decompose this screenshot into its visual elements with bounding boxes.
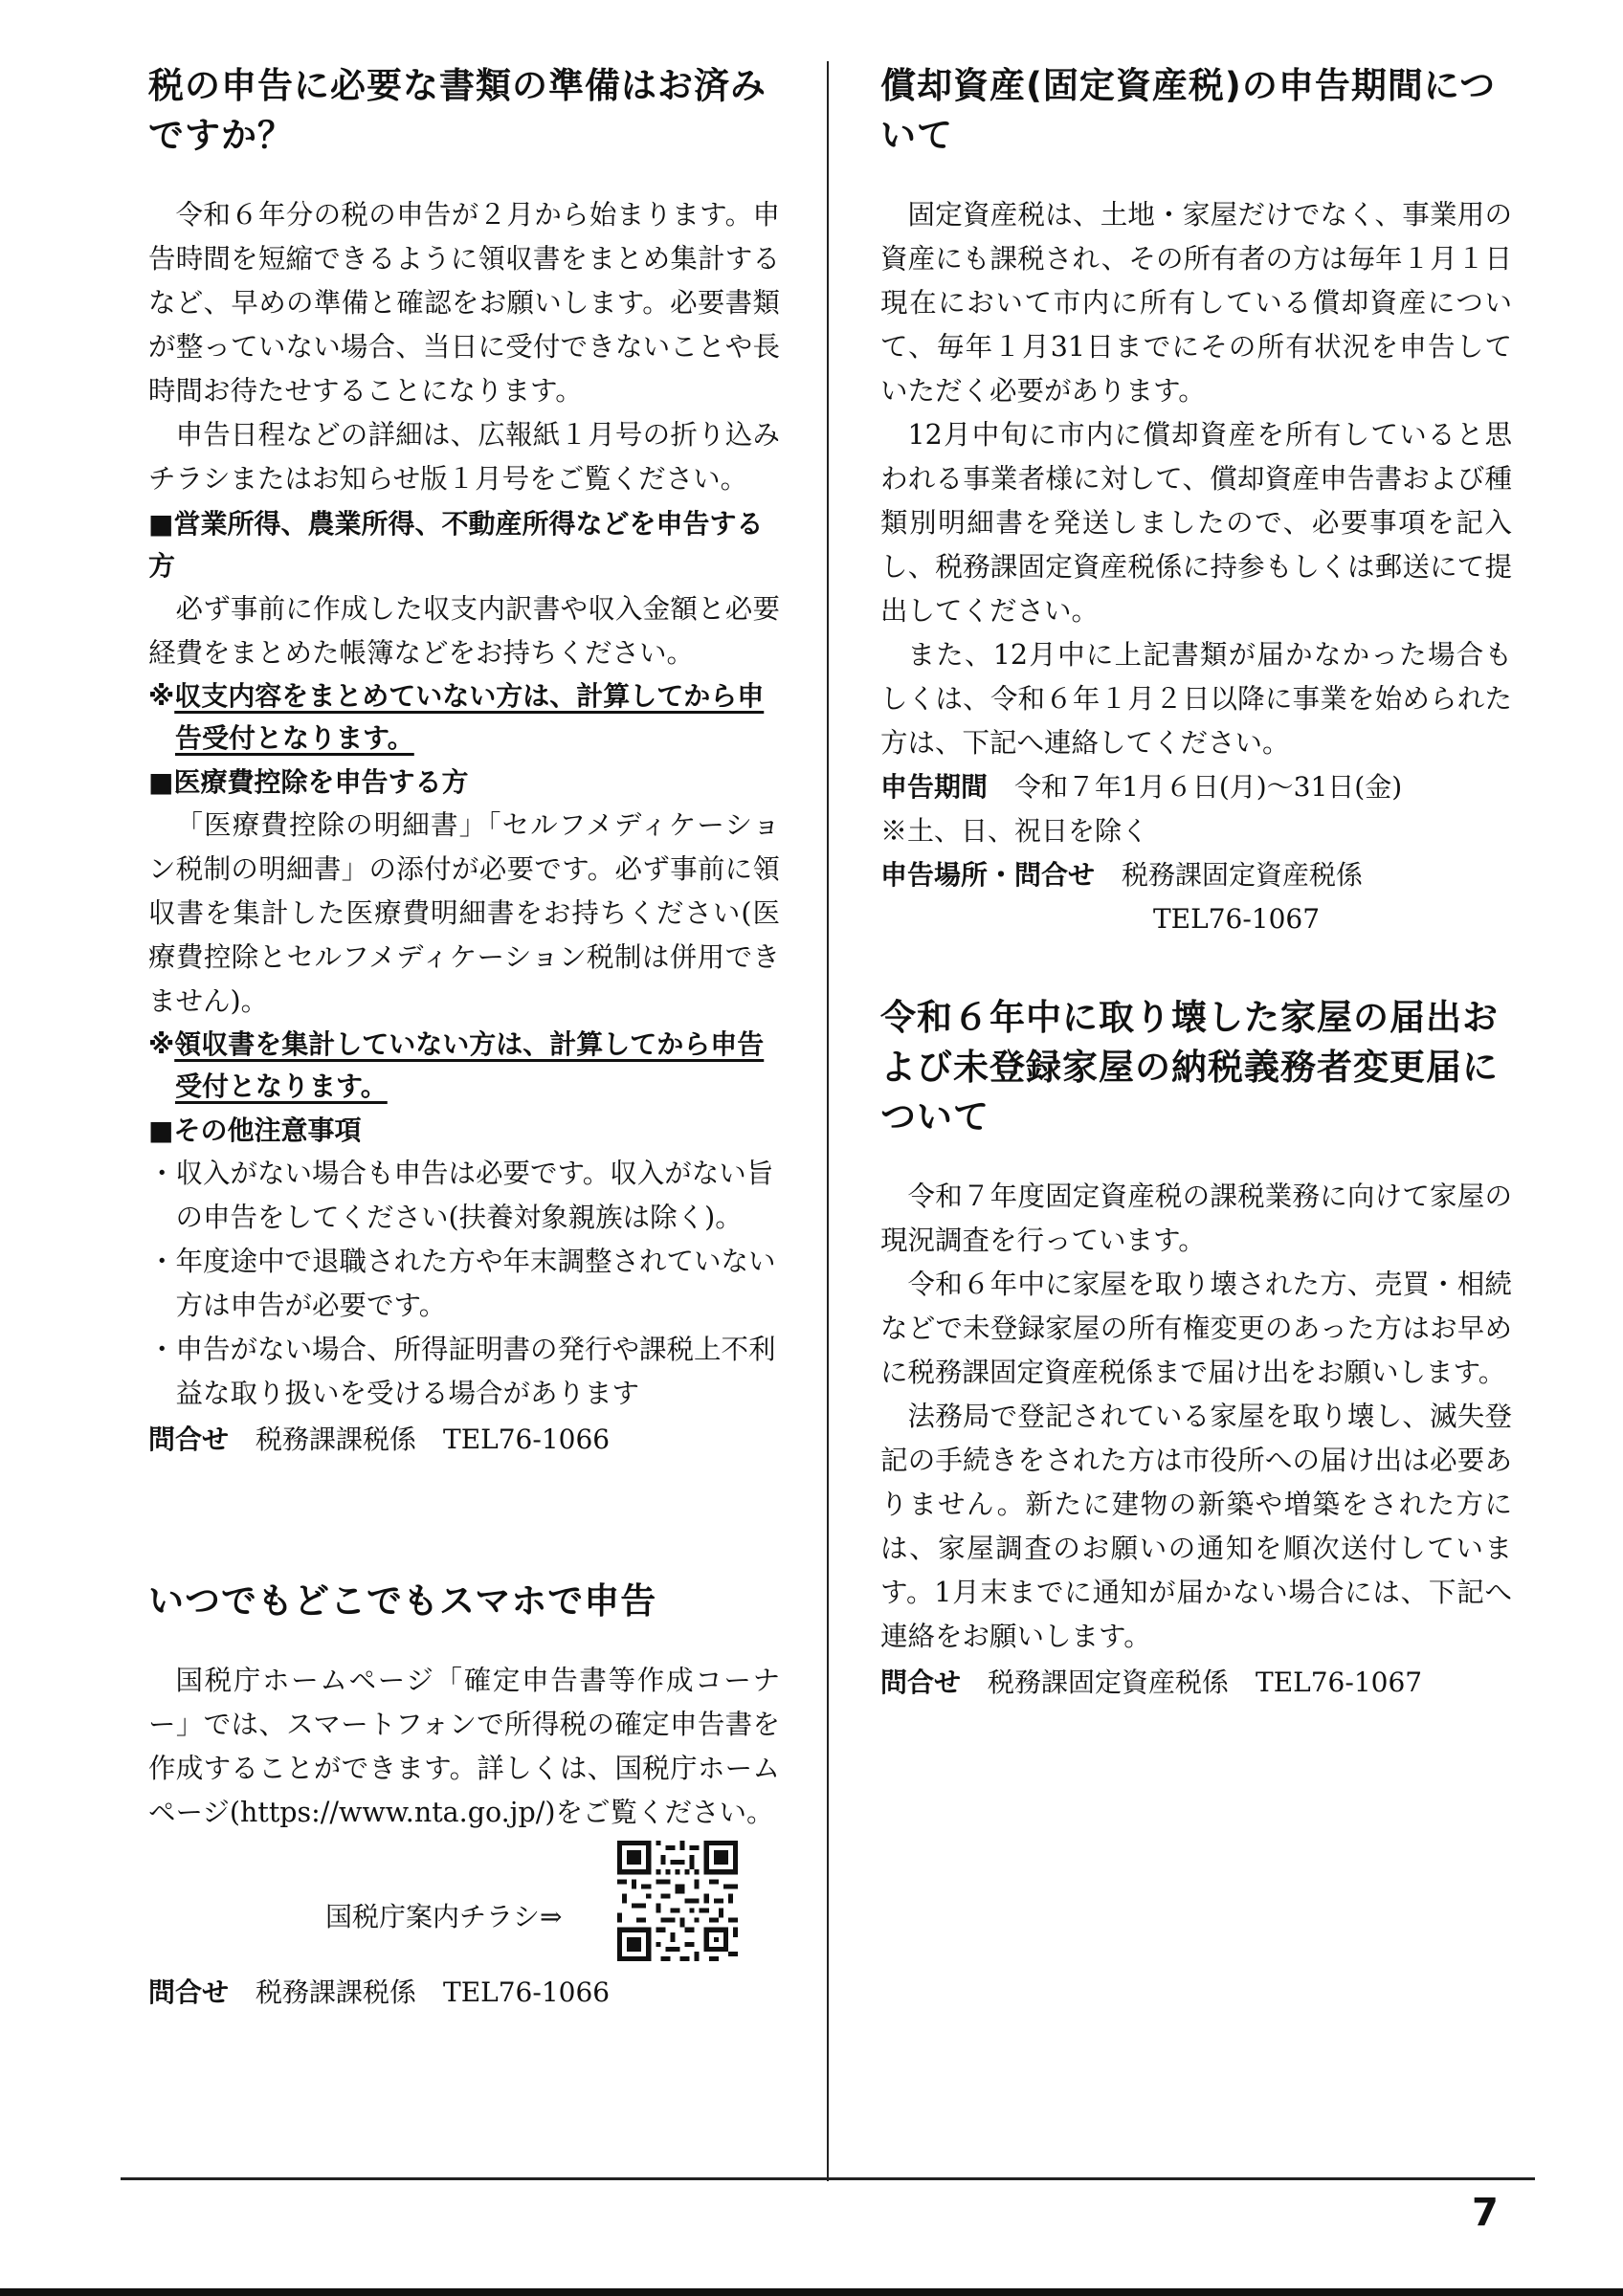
left-column bbox=[148, 61, 780, 2015]
list-item: ・収入がない場合も申告は必要です。収入がない旨の申告をしてください(扶養対象親族は除く)。 bbox=[148, 1158, 774, 1233]
paragraph: 令和６年分の税の申告が２月から始まります。申告時間を短縮できるように領収書をまとめ集計するなど、早めの準備と確認をお願いします。必要書類が整っていない場合、当日に受付できないことや長時間お待たせすることになります。 bbox=[148, 199, 780, 407]
subheading-business-income: ■営業所得、農業所得、不動産所得などを申告する方 bbox=[148, 508, 764, 582]
contact-value: 税務課課税係 TEL76-1066 bbox=[256, 1976, 611, 2008]
paragraph: 12月中旬に市内に償却資産を所有していると思われる事業者様に対して、償却資産申告書および種類別明細書を発送しましたので、必要事項を記入し、税務課固定資産税係に持参もしくは郵送にて提出してください。 bbox=[880, 419, 1512, 627]
place-value: 税務課固定資産税係 bbox=[1122, 859, 1364, 891]
section-title-smartphone-filing: いつでもどこでもスマホで申告 bbox=[148, 1580, 657, 1622]
list-item: ・申告がない場合、所得証明書の発行や課税上不利益な取り扱いを受ける場合があります bbox=[148, 1334, 776, 1409]
paragraph: 令和７年度固定資産税の課税業務に向けて家屋の現況調査を行っています。 bbox=[880, 1181, 1512, 1256]
filing-period bbox=[880, 765, 1512, 809]
paragraph: 固定資産税は、土地・家屋だけでなく、事業用の資産にも課税され、その所有者の方は毎年１月１日現在において市内に所有している償却資産について、毎年１月31日までにその所有状況を申告していただく必要があります。 bbox=[880, 199, 1512, 407]
note-text: 収支内容をまとめていない方は、計算してから申告受付となります。 bbox=[174, 680, 765, 754]
subheading-other-notes: ■その他注意事項 bbox=[148, 1115, 362, 1146]
qr-label: 国税庁案内チラシ⇒ bbox=[325, 1901, 563, 1932]
filing-place bbox=[880, 853, 1512, 897]
page-number: 7 bbox=[1472, 2191, 1499, 2235]
paragraph: 令和６年中に家屋を取り壊された方、売買・相続などで未登録家屋の所有権変更のあった方はお早めに税務課固定資産税係まで届け出をお願いします。 bbox=[880, 1269, 1512, 1388]
section-title-depreciable-assets: 償却資産(固定資産税)の申告期間について bbox=[880, 65, 1497, 156]
contact-line bbox=[148, 1418, 780, 1462]
paragraph: 「医療費控除の明細書」「セルフメディケーション税制の明細書」の添付が必要です。必ず事前に領収書を集計した医療費明細書をお持ちください(医療費控除とセルフメディケーション税制は併用できません)。 bbox=[148, 809, 780, 1017]
contact-line bbox=[148, 1971, 780, 2015]
column-divider bbox=[827, 61, 829, 2181]
paragraph: 国税庁ホームページ「確定申告書等作成コーナー」では、スマートフォンで所得税の確定申告書を作成することができます。詳しくは、国税庁ホームページ(https://www.nta.go.jp/)をご覧ください。 bbox=[148, 1665, 780, 1828]
contact-label: 問合せ bbox=[880, 1667, 962, 1698]
notes-list bbox=[148, 1152, 780, 1416]
contact-line bbox=[880, 1661, 1512, 1705]
period-note: ※土、日、祝日を除く bbox=[880, 815, 1149, 847]
contact-value: 税務課固定資産税係 TEL76-1067 bbox=[988, 1667, 1423, 1698]
note-medical-deduction bbox=[148, 1024, 780, 1108]
list-item: ・年度途中で退職された方や年末調整されていない方は申告が必要です。 bbox=[148, 1246, 776, 1321]
contact-label: 問合せ bbox=[148, 1976, 230, 2008]
page-bottom-bar bbox=[0, 2288, 1623, 2296]
section-title-tax-documents: 税の申告に必要な書類の準備はお済みですか？ bbox=[148, 65, 767, 156]
footer-rule bbox=[121, 2177, 1535, 2180]
note-business-income bbox=[148, 675, 780, 760]
place-tel: TEL76-1067 bbox=[1153, 903, 1321, 935]
qr-code-icon[interactable] bbox=[617, 1841, 738, 1961]
paragraph: 申告日程などの詳細は、広報紙１月号の折り込みチラシまたはお知らせ版１月号をご覧ください。 bbox=[148, 419, 780, 495]
section-title-demolished-houses: 令和６年中に取り壊した家屋の届出および未登録家屋の納税義務者変更届について bbox=[880, 997, 1499, 1137]
qr-row bbox=[148, 1839, 780, 1969]
period-value: 令和７年1月６日(月)～31日(金) bbox=[1014, 771, 1403, 803]
note-mark: ※ bbox=[148, 680, 175, 712]
contact-value: 税務課課税係 TEL76-1066 bbox=[256, 1424, 611, 1455]
paragraph: 法務局で登記されている家屋を取り壊し、滅失登記の手続きをされた方は市役所への届け出は必要ありません。新たに建物の新築や増築をされた方には、家屋調査のお願いの通知を順次送付しています。1月末までに通知が届かない場合には、下記へ連絡をお願いします。 bbox=[880, 1401, 1512, 1652]
paragraph: また、12月中に上記書類が届かなかった場合もしくは、令和６年１月２日以降に事業を始められた方は、下記へ連絡してください。 bbox=[880, 639, 1512, 759]
note-text: 領収書を集計していない方は、計算してから申告受付となります。 bbox=[174, 1028, 765, 1102]
contact-label: 問合せ bbox=[148, 1424, 230, 1455]
place-label: 申告場所・問合せ bbox=[880, 859, 1096, 891]
note-mark: ※ bbox=[148, 1028, 175, 1060]
right-column bbox=[880, 61, 1512, 1705]
paragraph: 必ず事前に作成した収支内訳書や収入金額と必要経費をまとめた帳簿などをお持ちください。 bbox=[148, 593, 780, 669]
period-label: 申告期間 bbox=[880, 771, 989, 803]
subheading-medical-deduction: ■医療費控除を申告する方 bbox=[148, 766, 469, 798]
